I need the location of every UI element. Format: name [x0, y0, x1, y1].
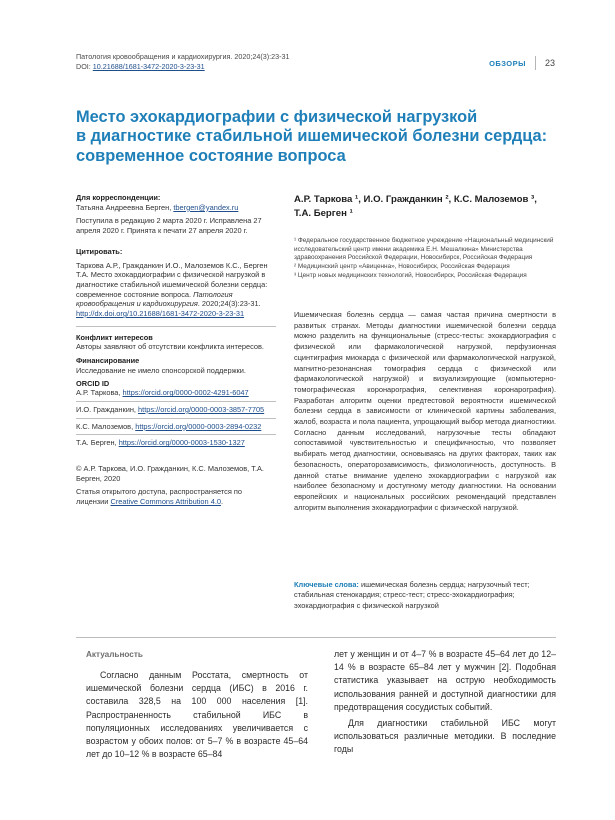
abstract: Ишемическая болезнь сердца — самая частая причина смертности в развитых странах. Методы диагностики ишемической болезни сердца можно разделить на функциональные (стресс-тесты: эхокардиография с физической или фармакологической нагрузкой, перфузионная сцинтиграфия миокарда с физической или фармакологической нагрузкой, магнитно-резонансная томография сердца с физической или фармакологической нагрузкой) и визуализирующие (компьютерно-томографическая коронарография, селективная коронарография). Разработан алгоритм оценки предтестовой вероятности ишемической болезни сердца в зависимости от клинической картины заболевания, жалоб, возраста и пола пациента, упрощающий выбор метода диагностики. Согласно данным исследований, нагрузочные тесты обладают сопоставимой чувствительностью и специфичностью, что позволяет выбирать метод диагностики, основываясь на других факторах, таких как безопасность, операторозависимость, физиологичность, доступность. В данной статье внимание уделено эхокардиографии с нагрузкой как наиболее безопасному и доступному методу диагностики. На основании европейских и национальных российских рекомендаций представлен алгоритм выполнения эхокардиографии с физической нагрузкой. [294, 310, 556, 512]
article-title [76, 108, 556, 166]
orcid-divider [76, 434, 276, 435]
orcid-entry [76, 405, 276, 415]
doi-line [76, 62, 556, 72]
orcid-entry [76, 422, 276, 432]
title-line-2: в диагностике стабильной ишемической болезни сердца: [76, 127, 548, 146]
license-tail: . [220, 497, 224, 507]
orcid-link[interactable]: https://orcid.org/0000-0003-3857-7705 [138, 404, 265, 414]
affiliation-1: ¹ Федеральное государственное бюджетное учреждение «Национальный медицинский исследовательский центр имени академика Е.Н. Мешалкина» Министерства здравоохранения Российской Федерации, Новосибирск, Российская Федерация [294, 237, 554, 262]
affiliations [294, 237, 556, 280]
conflict-label: Конфликт интересов [76, 332, 153, 342]
orcid-divider [76, 401, 276, 402]
cite-body: Таркова А.Р., Гражданкин И.О., Малоземов К.С., Берген Т.А. Место эхокардиографии с физической нагрузкой в диагностике стабильной ишемической болезни сердца: современное состояние вопроса. [76, 260, 268, 299]
journal-line: Патология кровообращения и кардиохирургия. 2020;24(3):23-31 [76, 52, 290, 61]
orcid-author: К.С. Малоземов, [76, 421, 136, 431]
orcid-divider [76, 418, 276, 419]
orcid-author: Т.А. Берген, [76, 438, 119, 448]
header-right [489, 56, 555, 70]
cite-text [76, 261, 276, 319]
cite-doi-link[interactable]: http://dx.doi.org/10.21688/1681-3472-2020-3-23-31 [76, 309, 245, 319]
orcid-entry [76, 438, 276, 448]
received-dates: Поступила в редакцию 2 марта 2020 г. Исправлена 27 апреля 2020 г. Принята к печати 27 апреля 2020 г. [76, 216, 262, 236]
author-list [294, 193, 556, 220]
body-column-right [334, 648, 556, 757]
authors-line-2: Т.А. Берген ¹ [294, 207, 353, 219]
affiliation-2: ² Медицинский центр «Авиценна», Новосибирск, Российская Федерация [294, 262, 510, 270]
orcid-author: И.О. Гражданкин, [76, 404, 139, 414]
corr-email-link[interactable]: tbergen@yandex.ru [173, 202, 239, 212]
cite-label: Цитировать: [76, 246, 123, 256]
orcid-link[interactable]: https://orcid.org/0000-0003-1530-1327 [118, 438, 245, 448]
orcid-author: А.Р. Таркова, [76, 388, 123, 398]
metadata-divider [76, 326, 276, 327]
page-number: 23 [544, 58, 555, 68]
doi-link[interactable]: 10.21688/1681-3472-2020-3-23-31 [92, 61, 205, 71]
doi-prefix: DOI: [76, 61, 93, 71]
conflict-text: Авторы заявляют об отсутствии конфликта интересов. [76, 342, 264, 352]
cite-journal: Патология кровообращения и кардиохирургия [76, 289, 233, 309]
authors-line-1: А.Р. Таркова ¹, И.О. Гражданкин ², К.С. Малоземов ³, [294, 194, 537, 205]
section-heading: Актуальность [86, 650, 143, 659]
section-divider [76, 637, 556, 638]
orcid-label: ORCID ID [76, 378, 110, 388]
body-paragraph-left: Согласно данным Росстата, смертность от ишемической болезни сердца (ИБС) в 2016 г. составила 328,5 на 100 000 населения [1]. Распространенность стабильной ИБС в популяционных исследованиях увеличивается с возрастом у обоих полов: от 5–7 % в возрасте 45–64 лет до 10–12 % в возрасте 65–84 [86, 670, 308, 760]
corr-contact [76, 203, 276, 213]
keywords-text: ишемическая болезнь сердца; нагрузочный тест; стабильная стенокардия; стресс-тест; стресс-эхокардиография; эхокардиография с физической нагрузкой [294, 580, 530, 610]
running-header [76, 52, 556, 71]
corr-name: Татьяна Андреевна Берген, [76, 202, 174, 212]
corr-label: Для корреспонденции: [76, 193, 161, 202]
funding-text: Исследование не имело спонсорской поддержки. [76, 365, 246, 375]
title-line-3: современное состояние вопроса [76, 146, 346, 165]
title-line-1: Место эхокардиографии с физической нагрузкой [76, 108, 478, 126]
orcid-link[interactable]: https://orcid.org/0000-0002-4291-6047 [122, 388, 249, 398]
affiliation-3: ³ Центр новых медицинских технологий, Новосибирск, Российская Федерация [294, 271, 527, 279]
license-link[interactable]: Creative Commons Attribution 4.0 [110, 497, 221, 507]
copyright: © А.Р. Таркова, И.О. Гражданкин, К.С. Малоземов, Т.А. Берген, 2020 [76, 464, 264, 483]
license [76, 487, 276, 506]
orcid-entry [76, 388, 276, 398]
cite-tail: . 2020;24(3):23-31. [197, 299, 261, 309]
keywords [294, 580, 556, 611]
metadata-column [76, 193, 276, 507]
header-divider [535, 56, 536, 70]
authors-column [294, 193, 556, 280]
section-tag: ОБЗОРЫ [489, 58, 526, 68]
funding-label: Финансирование [76, 356, 140, 366]
body-paragraph-continued: лет у женщин и от 4–7 % в возрасте 45–64 лет до 12–14 % в возрасте 65–84 лет у мужчин [2]. Подобная статистика указывает на острую необходимость использования ранней и доступной диагностики для предотвращения сосудистых событий. [334, 649, 556, 712]
keywords-label: Ключевые слова: [294, 580, 359, 589]
license-text: Статья открытого доступа, распространяется по лицензии [76, 487, 243, 507]
body-paragraph-next: Для диагностики стабильной ИБС могут использоваться различные методики. В последние годы [334, 718, 556, 755]
orcid-link[interactable]: https://orcid.org/0000-0003-2894-0232 [135, 421, 262, 431]
